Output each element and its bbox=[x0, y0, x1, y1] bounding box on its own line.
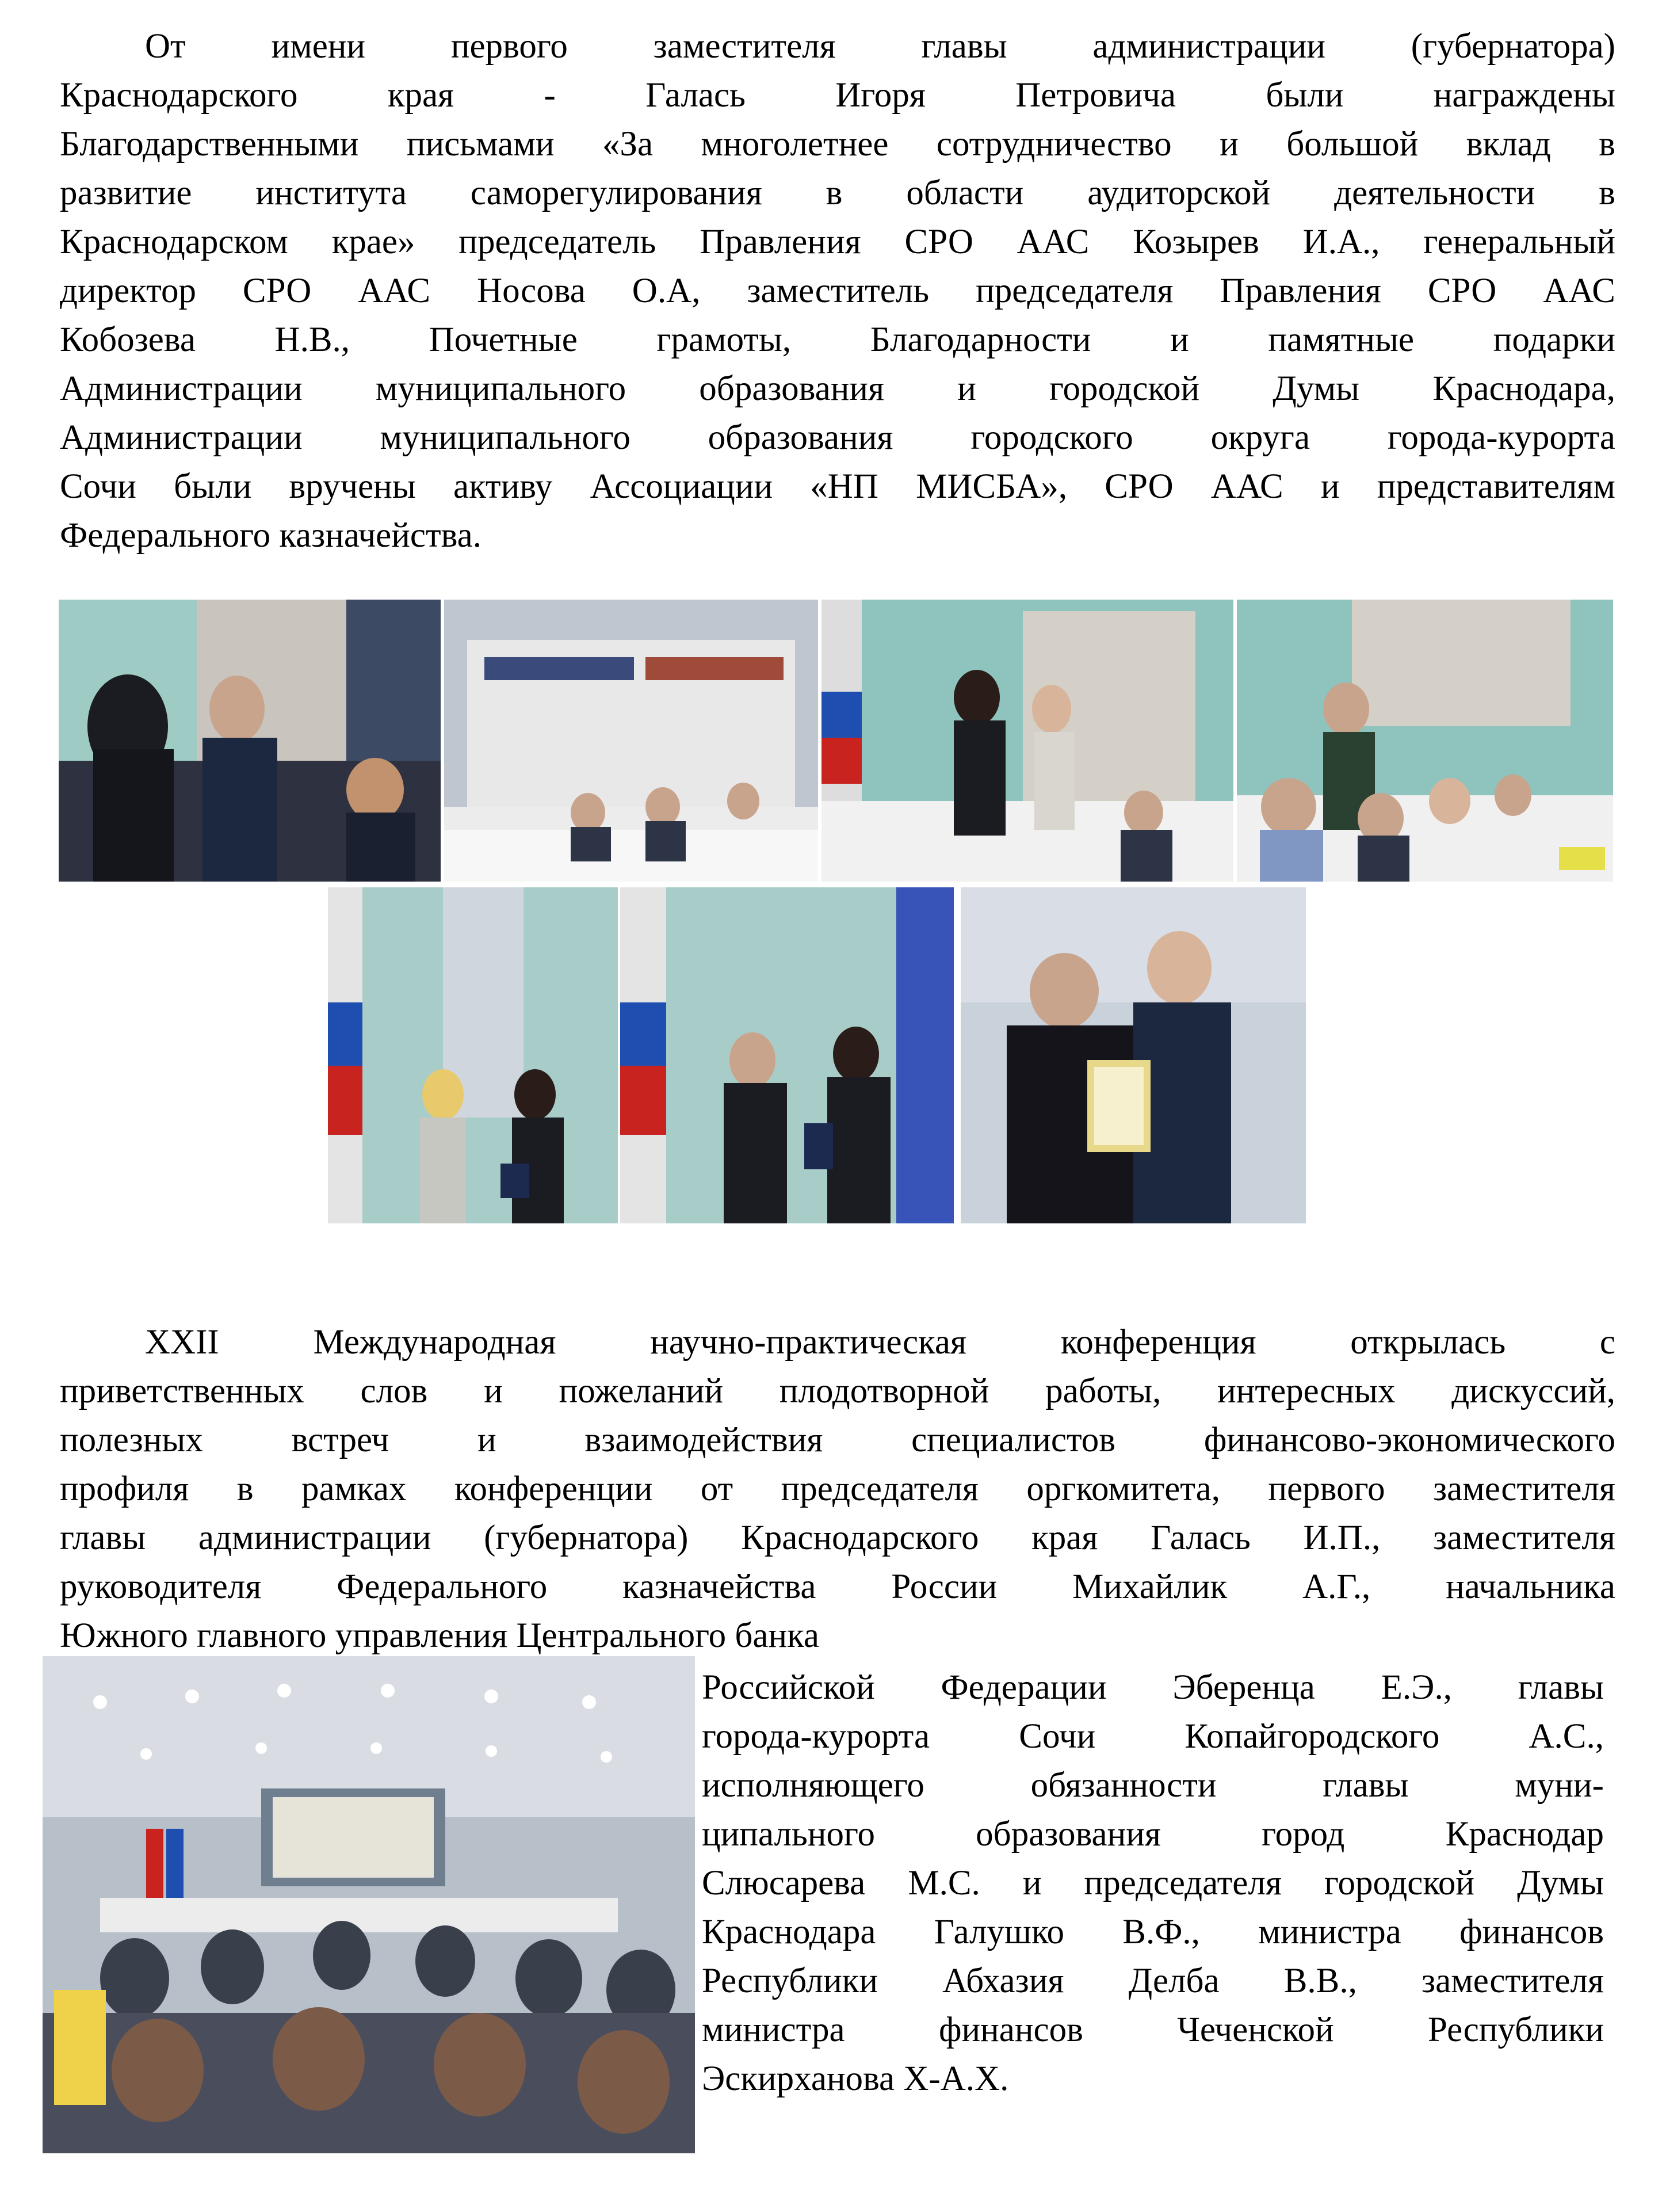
paragraph-guests bbox=[702, 1663, 1604, 2103]
text-line: руководителя Федерального казначейства России Михайлик А.Г., начальника bbox=[60, 1568, 1615, 1606]
text-line: Кобозева Н.В., Почетные грамоты, Благодарности и памятные подарки bbox=[60, 321, 1615, 359]
text-line: исполняющего обязанности главы муни- bbox=[702, 1766, 1604, 1805]
text-line: Благодарственными письмами «За многолетнее сотрудничество и большой вклад в bbox=[60, 125, 1615, 163]
photo-conference-hall bbox=[43, 1656, 695, 2153]
text-line: Российской Федерации Эберенца Е.Э., главы bbox=[702, 1668, 1604, 1707]
text-line: приветственных слов и пожеланий плодотворной работы, интересных дискуссий, bbox=[60, 1372, 1615, 1410]
paragraph-awards bbox=[60, 22, 1615, 560]
text-line: профиля в рамках конференции от председателя оргкомитета, первого заместителя bbox=[60, 1470, 1615, 1508]
text-line: Слюсарева М.С. и председателя городской Думы bbox=[702, 1864, 1604, 1902]
photo-handshake-1 bbox=[59, 600, 441, 882]
text-line: Администрации муниципального образования городского округа города-курорта bbox=[60, 418, 1615, 457]
text-line: Республики Абхазия Делба В.В., заместителя bbox=[702, 1962, 1604, 2000]
text-line: ципального образования город Краснодар bbox=[702, 1815, 1604, 1853]
text-line: полезных встреч и взаимодействия специалистов финансово-экономического bbox=[60, 1421, 1615, 1459]
photo-handshake-3 bbox=[1237, 600, 1613, 882]
text-line: Администрации муниципального образования и городской Думы Краснодара, bbox=[60, 369, 1615, 408]
text-line: развитие института саморегулирования в области аудиторской деятельности в bbox=[60, 174, 1615, 212]
text-line: Сочи были вручены активу Ассоциации «НП МИСБА», СРО ААС и представителям bbox=[60, 467, 1615, 506]
paragraph-conference bbox=[60, 1318, 1615, 1660]
text-line: директор СРО ААС Носова О.А, заместитель председателя Правления СРО ААС bbox=[60, 272, 1615, 310]
text-line: Федерального казначейства. bbox=[60, 516, 482, 555]
text-line: Краснодарском крае» председатель Правления СРО ААС Козырев И.А., генеральный bbox=[60, 223, 1615, 261]
photo-gift-2 bbox=[620, 887, 954, 1223]
photo-diploma bbox=[961, 887, 1306, 1223]
text-line: XXII Международная научно-практическая конференция открылась с bbox=[145, 1323, 1615, 1361]
text-line: Южного главного управления Центрального банка bbox=[60, 1616, 819, 1655]
text-line: Эскирханова Х-А.Х. bbox=[702, 2060, 1009, 2098]
photo-gift-1 bbox=[328, 887, 618, 1223]
text-line: города-курорта Сочи Копайгородского А.С., bbox=[702, 1717, 1604, 1756]
photo-presidium-1 bbox=[444, 600, 818, 882]
text-line: Краснодарского края - Галась Игоря Петровича были награждены bbox=[60, 76, 1615, 115]
text-line: главы администрации (губернатора) Краснодарского края Галась И.П., заместителя bbox=[60, 1519, 1615, 1557]
text-line: министра финансов Чеченской Республики bbox=[702, 2011, 1604, 2049]
text-line: От имени первого заместителя главы администрации (губернатора) bbox=[145, 27, 1615, 66]
text-line: Краснодара Галушко В.Ф., министра финансов bbox=[702, 1913, 1604, 1951]
photo-handshake-2 bbox=[821, 600, 1233, 882]
